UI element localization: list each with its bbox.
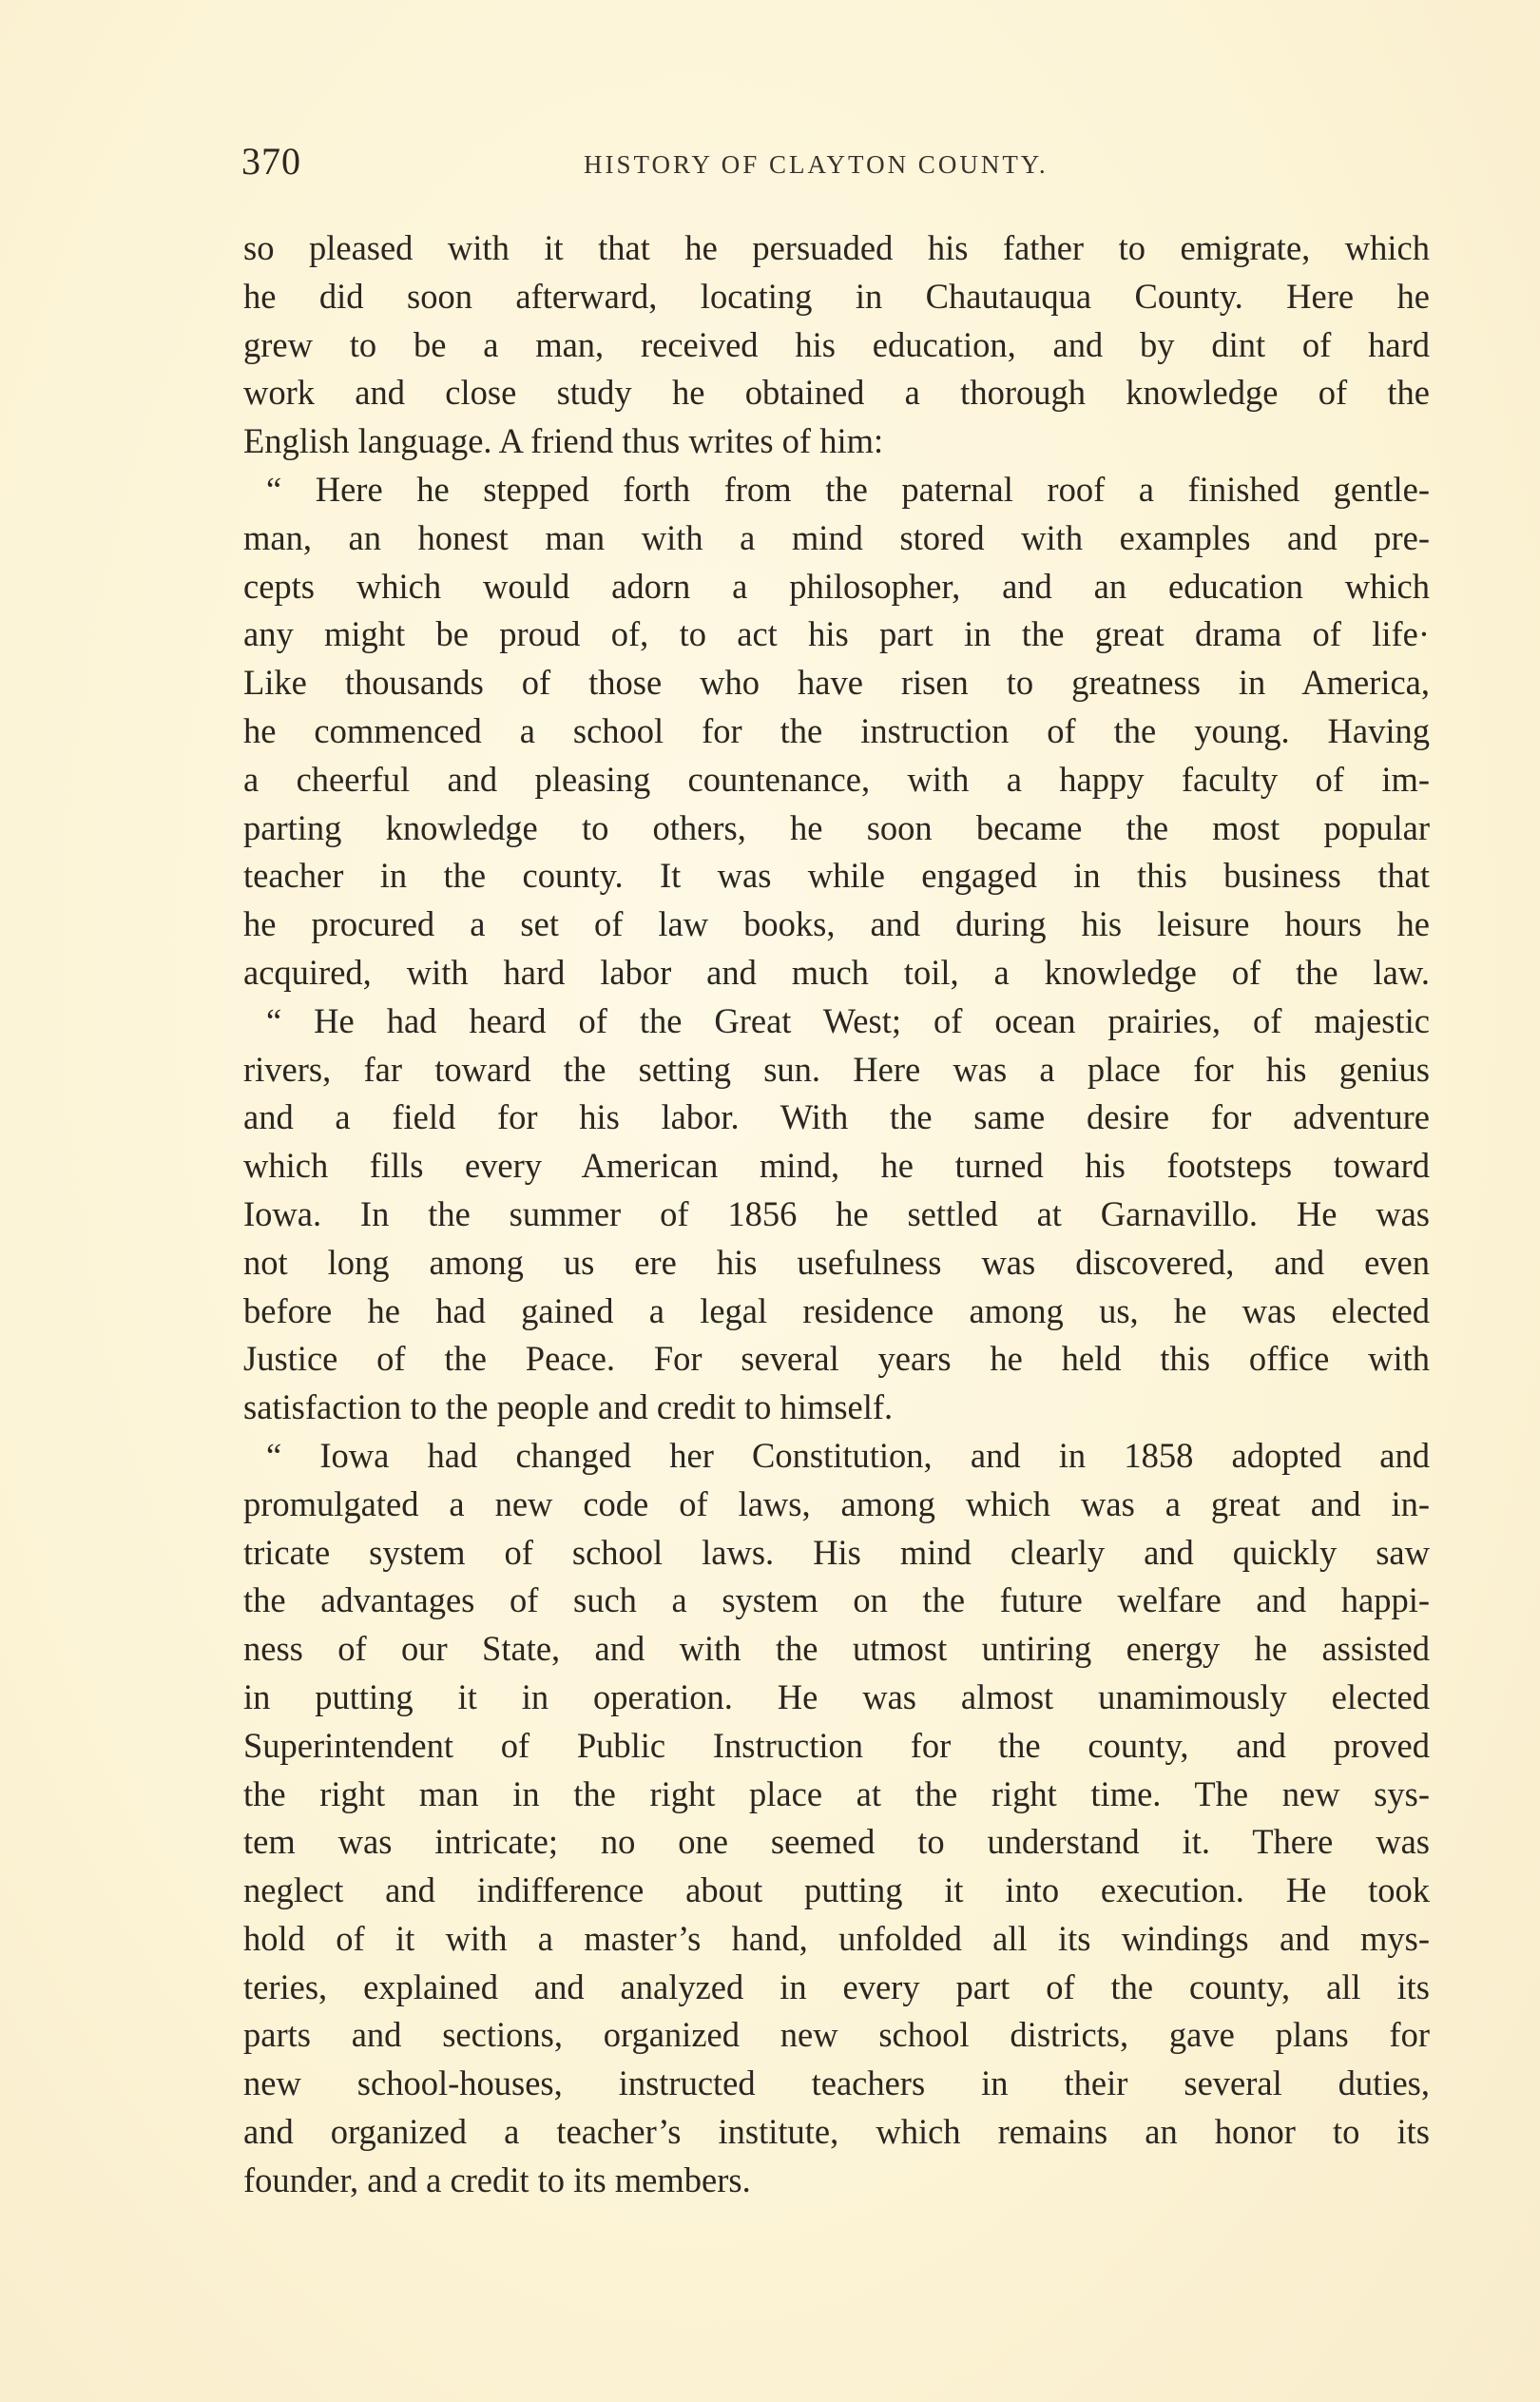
text-line: tem was intricate; no one seemed to understand it. There was	[243, 1822, 1430, 1862]
text-line: rivers, far toward the setting sun. Here was a place for his genius	[243, 1049, 1430, 1089]
text-line: which fills every American mind, he turned his footsteps toward	[243, 1146, 1430, 1186]
text-line: new school-houses, instructed teachers in their several duties,	[243, 2063, 1430, 2103]
text-line: parts and sections, organized new school districts, gave plans for	[243, 2015, 1430, 2055]
body-text	[243, 224, 1430, 2205]
text-line: he commenced a school for the instruction of the young. Having	[243, 710, 1430, 750]
text-line: work and close study he obtained a thorough knowledge of the	[243, 373, 1430, 413]
text-line: so pleased with it that he persuaded his father to emigrate, which	[243, 228, 1430, 267]
text-line: he procured a set of law books, and during his leisure hours he	[243, 904, 1430, 944]
text-line: founder, and a credit to its members.	[243, 2160, 751, 2199]
text-line: tricate system of school laws. His mind clearly and quickly saw	[243, 1532, 1430, 1572]
text-line: teries, explained and analyzed in every part of the county, all its	[243, 1966, 1430, 2006]
text-line: Superintendent of Public Instruction for the county, and proved	[243, 1725, 1430, 1765]
text-line: in putting it in operation. He was almost unamimously elected	[243, 1676, 1430, 1716]
text-line: ness of our State, and with the utmost untiring energy he assisted	[243, 1629, 1430, 1669]
text-line: man, an honest man with a mind stored with examples and pre-	[243, 517, 1430, 557]
text-line: parting knowledge to others, he soon became the most popular	[243, 807, 1430, 847]
text-line: the advantages of such a system on the future welfare and happi-	[243, 1580, 1430, 1620]
text-line: not long among us ere his usefulness was discovered, and even	[243, 1242, 1430, 1282]
text-line: the right man in the right place at the right time. The new sys-	[243, 1773, 1430, 1813]
text-line: grew to be a man, received his education, and by dint of hard	[243, 324, 1430, 364]
text-line: and a field for his labor. With the same desire for adventure	[243, 1097, 1430, 1137]
text-line: hold of it with a master’s hand, unfolded all its windings and mys-	[243, 1918, 1430, 1958]
text-line: promulgated a new code of laws, among which was a great and in-	[243, 1483, 1430, 1523]
text-line: acquired, with hard labor and much toil, a knowledge of the law.	[243, 952, 1430, 992]
text-line: satisfaction to the people and credit to himself.	[243, 1387, 894, 1427]
page-header	[241, 139, 1430, 196]
text-line: Iowa. In the summer of 1856 he settled at Garnavillo. He was	[243, 1193, 1430, 1233]
page-number: 370	[241, 140, 301, 183]
text-line: and organized a teacher’s institute, which remains an honor to its	[243, 2112, 1430, 2152]
text-line: cepts which would adorn a philosopher, and an education which	[243, 566, 1430, 606]
text-line: any might be proud of, to act his part in the great drama of life·	[243, 614, 1430, 654]
text-line: “ Iowa had changed her Constitution, and in 1858 adopted and	[266, 1435, 1430, 1475]
text-line: English language. A friend thus writes of him:	[243, 421, 884, 461]
text-line: teacher in the county. It was while engaged in this business that	[243, 856, 1430, 896]
text-line: neglect and indifference about putting it into execution. He took	[243, 1870, 1430, 1910]
text-line: he did soon afterward, locating in Chautauqua County. Here he	[243, 276, 1430, 316]
running-title: HISTORY OF CLAYTON COUNTY.	[584, 150, 1049, 179]
text-line: Justice of the Peace. For several years he held this office with	[243, 1339, 1430, 1379]
text-line: “ He had heard of the Great West; of ocean prairies, of majestic	[266, 1000, 1430, 1040]
text-line: before he had gained a legal residence among us, he was elected	[243, 1290, 1430, 1330]
text-line: Like thousands of those who have risen to greatness in America,	[243, 663, 1430, 703]
text-line: a cheerful and pleasing countenance, with a happy faculty of im-	[243, 759, 1430, 799]
text-line: “ Here he stepped forth from the paternal roof a finished gentle-	[266, 469, 1430, 509]
